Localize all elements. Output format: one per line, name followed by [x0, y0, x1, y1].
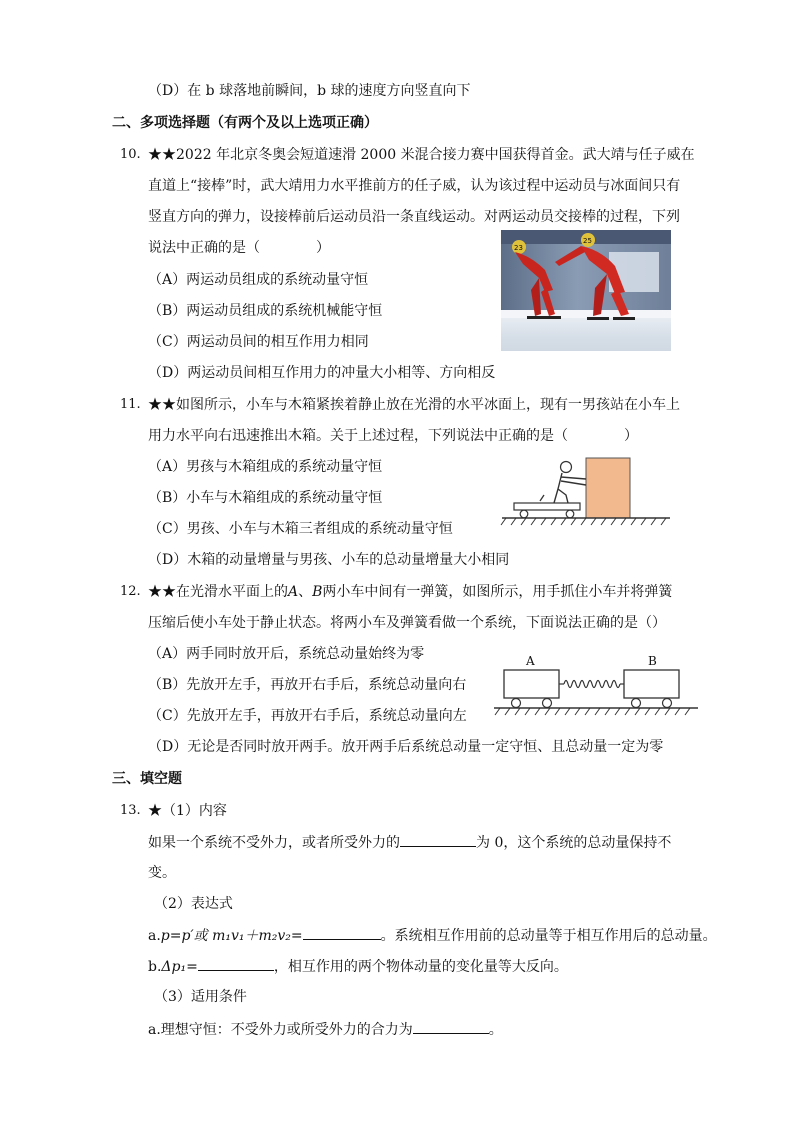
q12-option-a: （A）两手同时放开后，系统总动量始终为零: [148, 646, 425, 662]
q13-expr-a-prefix: a.: [148, 928, 161, 944]
q13-expr-a-post: 。系统相互作用前的总动量等于相互作用后的总动量。: [380, 928, 717, 944]
q13-expr-a: [148, 925, 717, 946]
q13-expr-a-math: p=p′或 m₁v₁＋m₂v₂=: [160, 928, 303, 944]
q13-part1-title: ★（1）内容: [148, 803, 227, 819]
q13-content-line-2: 变。: [148, 865, 176, 881]
cart-box-diagram: [500, 455, 672, 527]
q13-expr-b-prefix: b.: [148, 959, 162, 975]
q12-number: 12.: [120, 584, 141, 599]
q10-number: 10.: [120, 147, 141, 162]
q12-line-2: 压缩后使小车处于静止状态。将两小车及弹簧看做一个系统，下面说法正确的是（）: [148, 615, 666, 631]
q10-option-d: （D）两运动员间相互作用力的冲量大小相等、方向相反: [148, 365, 496, 381]
cart-a: [504, 670, 559, 698]
q13-cond-a-post: 。: [488, 1022, 503, 1038]
q12-car-b-label: B: [312, 584, 323, 600]
q9-option-d: （D）在 b 球落地前瞬间，b 球的速度方向竖直向下: [148, 83, 471, 99]
answer-blank-4[interactable]: [413, 1019, 489, 1034]
q12-line-1-sep: 、: [298, 584, 313, 600]
q12-line-1: [148, 582, 672, 602]
section-2-title: 二、多项选择题（有两个及以上选项正确）: [112, 115, 378, 131]
q11-line-2: 用力水平向右迅速推出木箱。关于上述过程，下列说法中正确的是（ ）: [148, 428, 638, 444]
cart-a-label: A: [526, 654, 535, 668]
q10-line-1: ★★2022 年北京冬奥会短道速滑 2000 米混合接力赛中国获得首金。武大靖与任子威在: [148, 147, 695, 163]
q12-option-c: （C）先放开左手，再放开右手后，系统总动量向左: [148, 708, 467, 724]
q10-option-c: （C）两运动员间的相互作用力相同: [148, 334, 369, 350]
q12-car-a-label: A: [288, 584, 299, 600]
q13-condition-a: [148, 1019, 503, 1040]
q10-option-a: （A）两运动员组成的系统动量守恒: [148, 272, 369, 288]
q13-expr-b: [148, 956, 568, 977]
q11-option-a: （A）男孩与木箱组成的系统动量守恒: [148, 459, 383, 475]
helmet-number-23: 23: [514, 244, 523, 252]
q11-number: 11.: [120, 397, 141, 412]
cart-body: [514, 503, 580, 510]
helmet-number-25: 25: [583, 237, 592, 245]
boy-head: [561, 462, 572, 473]
q11-line-1: ★★如图所示，小车与木箱紧挨着静止放在光滑的水平冰面上，现有一男孩站在小车上: [148, 397, 680, 413]
q13-part3-title: （3）适用条件: [154, 989, 247, 1005]
q13-content-post: 为 0，这个系统的总动量保持不: [476, 835, 672, 851]
q13-cond-a-pre: a.理想守恒：不受外力或所受外力的合力为: [148, 1022, 413, 1038]
q13-content-pre: 如果一个系统不受外力，或者所受外力的: [148, 835, 400, 851]
section-3-title: 三、填空题: [112, 771, 182, 787]
cart-b-label: B: [648, 654, 657, 668]
speed-skaters-photo: [501, 230, 671, 351]
q12-line-1-post: 两小车中间有一弹簧，如图所示，用手抓住小车并将弹簧: [322, 584, 673, 600]
q10-option-b: （B）两运动员组成的系统机械能守恒: [148, 303, 383, 319]
answer-blank-1[interactable]: [400, 832, 476, 847]
q10-line-3: 竖直方向的弹力，设接棒前后运动员沿一条直线运动。对两运动员交接棒的过程，下列: [148, 209, 680, 225]
cart-b: [624, 670, 679, 698]
q12-option-d: （D）无论是否同时放开两手。放开两手后系统总动量一定守恒、且总动量一定为零: [148, 739, 664, 755]
q12-option-b: （B）先放开左手，再放开右手后，系统总动量向右: [148, 677, 467, 693]
q13-expr-b-post: ，相互作用的两个物体动量的变化量等大反向。: [273, 959, 568, 975]
wooden-box: [586, 458, 630, 518]
two-carts-spring-diagram: [492, 651, 700, 723]
q10-line-4: 说法中正确的是（ ）: [148, 240, 330, 256]
q13-content-line-1: [148, 832, 671, 853]
q13-part2-title: （2）表达式: [154, 896, 233, 912]
answer-blank-2[interactable]: [303, 925, 381, 940]
answer-blank-3[interactable]: [198, 956, 274, 971]
spring: [564, 681, 620, 688]
q13-expr-b-math: Δp₁=: [161, 959, 198, 975]
q13-number: 13.: [120, 803, 141, 818]
q12-line-1-pre: ★★在光滑水平面上的: [148, 584, 288, 600]
q11-option-c: （C）男孩、小车与木箱三者组成的系统动量守恒: [148, 521, 453, 537]
q10-line-2: 直道上“接棒”时，武大靖用力水平推前方的任子威，认为该过程中运动员与冰面间只有: [148, 178, 681, 194]
q11-option-b: （B）小车与木箱组成的系统动量守恒: [148, 490, 383, 506]
q11-option-d: （D）木箱的动量增量与男孩、小车的总动量增量大小相同: [148, 552, 510, 568]
